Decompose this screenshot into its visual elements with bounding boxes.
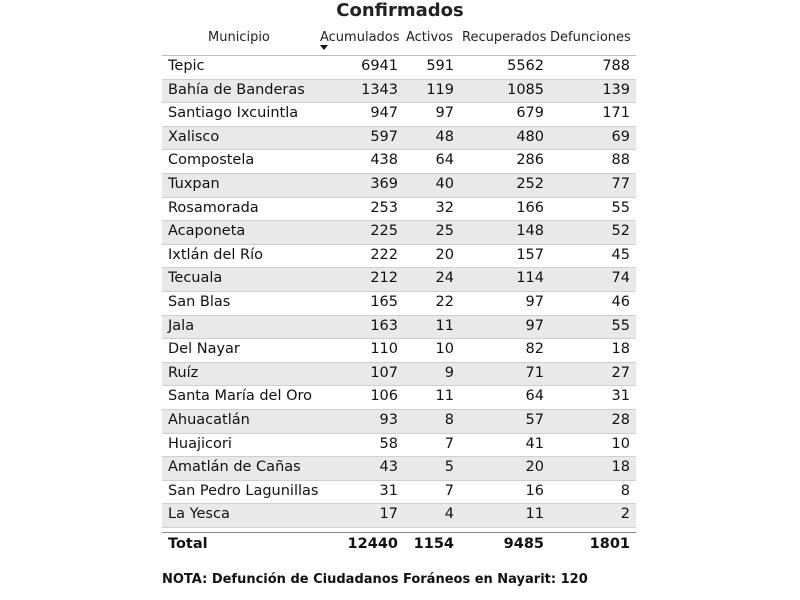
cell-acumulados: 1343 [361, 81, 398, 98]
table-row[interactable] [162, 174, 636, 198]
cell-municipio: Ruíz [168, 364, 199, 381]
footnote: NOTA: Defunción de Ciudadanos Foráneos en Nayarit: 120 [162, 572, 588, 587]
cell-defunciones: 55 [611, 199, 630, 216]
cell-defunciones: 88 [611, 152, 630, 169]
column-header-defunciones[interactable]: Defunciones [550, 30, 631, 45]
cell-recuperados: 16 [525, 482, 544, 499]
cell-municipio: Jala [168, 317, 195, 334]
cell-acumulados: 597 [370, 128, 398, 145]
cell-activos: 5 [444, 459, 454, 476]
cell-acumulados: 93 [379, 411, 398, 428]
cell-recuperados: 1085 [507, 81, 544, 98]
cell-acumulados: 225 [370, 223, 398, 240]
cell-acumulados: 43 [379, 459, 398, 476]
cell-municipio: Compostela [168, 152, 255, 169]
cell-acumulados: 107 [370, 364, 398, 381]
table-row[interactable] [162, 103, 636, 127]
cell-acumulados: 17 [379, 506, 398, 523]
table-row[interactable] [162, 386, 636, 410]
cell-recuperados: 97 [525, 293, 544, 310]
cell-defunciones: 69 [611, 128, 630, 145]
cell-recuperados: 57 [525, 411, 544, 428]
cell-defunciones: 2 [620, 506, 630, 523]
sort-descending-icon [320, 45, 328, 50]
cell-defunciones: 18 [611, 341, 630, 358]
cell-recuperados: 71 [525, 364, 544, 381]
cell-recuperados: 5562 [507, 58, 544, 74]
cell-municipio: Santiago Ixcuintla [168, 105, 299, 122]
cell-defunciones: 31 [611, 388, 630, 405]
table-row[interactable] [162, 434, 636, 458]
cell-acumulados: 369 [370, 175, 398, 192]
table-row[interactable] [162, 221, 636, 245]
cell-recuperados: 64 [525, 388, 544, 405]
cell-municipio: San Blas [168, 293, 231, 310]
total-row [162, 532, 636, 559]
cell-activos: 7 [444, 435, 454, 452]
table-row[interactable] [162, 363, 636, 387]
total-defunciones: 1801 [589, 536, 630, 552]
cell-municipio: Ahuacatlán [168, 411, 250, 428]
cell-defunciones: 10 [611, 435, 630, 452]
cell-municipio: Bahía de Banderas [168, 81, 305, 98]
cell-activos: 4 [444, 506, 454, 523]
cell-acumulados: 163 [370, 317, 398, 334]
table-row[interactable] [162, 56, 636, 80]
cell-municipio: Tuxpan [168, 175, 220, 192]
table-row[interactable] [162, 245, 636, 269]
cell-defunciones: 74 [611, 270, 630, 287]
cell-defunciones: 171 [602, 105, 630, 122]
cell-recuperados: 679 [516, 105, 544, 122]
total-acumulados: 12440 [347, 536, 398, 552]
table-row[interactable] [162, 150, 636, 174]
table-row[interactable] [162, 457, 636, 481]
total-activos: 1154 [413, 536, 454, 552]
cell-activos: 10 [435, 341, 454, 358]
cell-municipio: Tecuala [168, 270, 223, 287]
table-row[interactable] [162, 504, 636, 528]
table-row[interactable] [162, 127, 636, 151]
column-header-activos[interactable]: Activos [406, 30, 453, 45]
cell-recuperados: 157 [516, 246, 544, 263]
cell-municipio: La Yesca [168, 506, 230, 523]
cell-acumulados: 31 [379, 482, 398, 499]
cell-activos: 32 [435, 199, 454, 216]
cell-activos: 40 [435, 175, 454, 192]
cell-activos: 591 [426, 58, 454, 74]
cell-recuperados: 11 [525, 506, 544, 523]
cell-municipio: Xalisco [168, 128, 220, 145]
cell-activos: 25 [435, 223, 454, 240]
cell-activos: 48 [435, 128, 454, 145]
cell-acumulados: 106 [370, 388, 398, 405]
cell-recuperados: 252 [516, 175, 544, 192]
table-row[interactable] [162, 268, 636, 292]
cell-activos: 7 [444, 482, 454, 499]
table-row[interactable] [162, 198, 636, 222]
cell-municipio: Rosamorada [168, 199, 259, 216]
table-row[interactable] [162, 80, 636, 104]
cell-recuperados: 97 [525, 317, 544, 334]
cell-defunciones: 28 [611, 411, 630, 428]
cell-defunciones: 139 [602, 81, 630, 98]
table-row[interactable] [162, 292, 636, 316]
table-row[interactable] [162, 339, 636, 363]
cell-activos: 9 [444, 364, 454, 381]
cell-activos: 8 [444, 411, 454, 428]
cell-municipio: Amatlán de Cañas [168, 459, 301, 476]
cell-activos: 22 [435, 293, 454, 310]
cell-defunciones: 77 [611, 175, 630, 192]
cell-defunciones: 46 [611, 293, 630, 310]
cell-recuperados: 20 [525, 459, 544, 476]
cell-recuperados: 82 [525, 341, 544, 358]
cell-activos: 11 [435, 317, 454, 334]
cell-activos: 24 [435, 270, 454, 287]
cell-defunciones: 55 [611, 317, 630, 334]
cell-defunciones: 18 [611, 459, 630, 476]
cell-defunciones: 788 [602, 58, 630, 74]
cell-activos: 119 [426, 81, 454, 98]
table-header [162, 26, 636, 56]
page-title: Confirmados [336, 0, 464, 21]
cell-acumulados: 58 [379, 435, 398, 452]
cell-defunciones: 45 [611, 246, 630, 263]
cell-municipio: Santa María del Oro [168, 388, 313, 405]
cell-defunciones: 27 [611, 364, 630, 381]
cell-acumulados: 212 [370, 270, 398, 287]
cell-municipio: Acaponeta [168, 223, 246, 240]
cell-municipio: Huajicori [168, 435, 232, 452]
cell-defunciones: 8 [620, 482, 630, 499]
cell-recuperados: 41 [525, 435, 544, 452]
cell-acumulados: 110 [370, 341, 398, 358]
cell-activos: 97 [435, 105, 454, 122]
cell-municipio: Tepic [168, 58, 205, 74]
cell-recuperados: 148 [516, 223, 544, 240]
cell-recuperados: 114 [516, 270, 544, 287]
total-label: Total [168, 536, 208, 552]
cell-acumulados: 253 [370, 199, 398, 216]
total-recuperados: 9485 [503, 536, 544, 552]
column-header-municipio[interactable]: Municipio [208, 30, 270, 45]
cell-activos: 20 [435, 246, 454, 263]
table-row[interactable] [162, 316, 636, 340]
cell-acumulados: 6941 [361, 58, 398, 74]
cell-activos: 11 [435, 388, 454, 405]
cell-municipio: Ixtlán del Río [168, 246, 263, 263]
cell-recuperados: 480 [516, 128, 544, 145]
cell-municipio: San Pedro Lagunillas [168, 482, 319, 499]
cell-acumulados: 222 [370, 246, 398, 263]
cell-acumulados: 438 [370, 152, 398, 169]
column-header-recuperados[interactable]: Recuperados [462, 30, 547, 45]
table-row[interactable] [162, 481, 636, 505]
cell-municipio: Del Nayar [168, 341, 240, 358]
cell-defunciones: 52 [611, 223, 630, 240]
cell-recuperados: 166 [516, 199, 544, 216]
cell-acumulados: 947 [370, 105, 398, 122]
column-header-acumulados[interactable]: Acumulados [320, 30, 400, 45]
table-body [162, 56, 636, 528]
table-row[interactable] [162, 410, 636, 434]
cell-acumulados: 165 [370, 293, 398, 310]
cell-recuperados: 286 [516, 152, 544, 169]
cell-activos: 64 [435, 152, 454, 169]
